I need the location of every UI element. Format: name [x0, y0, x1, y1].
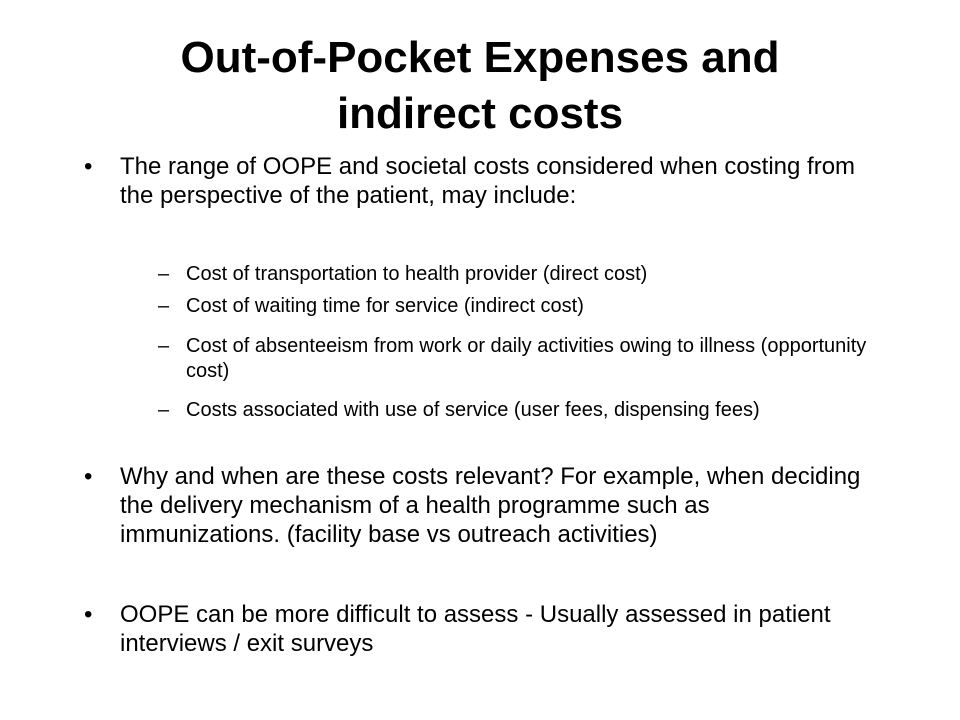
bullet-marker: •: [84, 463, 93, 490]
bullet-item-1: [84, 152, 874, 210]
bullet-item-2: [84, 462, 874, 549]
bullet-item-3: [84, 600, 874, 658]
sub-item-1: [158, 262, 874, 287]
sub-marker: –: [158, 263, 170, 285]
sub-item-text: Costs associated with use of service (user fees, dispensing fees): [186, 399, 760, 421]
sub-marker: –: [158, 335, 170, 357]
bullet-text: Why and when are these costs relevant? For example, when deciding the delivery mechanism of a health programme such as immunizations. (facility base vs outreach activities): [120, 463, 861, 548]
bullet-marker: •: [84, 601, 93, 628]
bullet-text: OOPE can be more difficult to assess - Usually assessed in patient interviews / exit surveys: [120, 601, 831, 657]
slide-title-line-1: Out-of-Pocket Expenses and: [180, 33, 780, 82]
sub-marker: –: [158, 399, 170, 421]
slide-title: [60, 30, 900, 142]
sub-marker: –: [158, 295, 170, 317]
sub-item-2: [158, 294, 874, 319]
sub-item-4: [158, 398, 874, 423]
bullet-marker: •: [84, 153, 93, 180]
sub-item-3: [158, 334, 874, 384]
sub-item-text: Cost of absenteeism from work or daily activities owing to illness (opportunity cost): [186, 335, 867, 382]
sub-item-text: Cost of waiting time for service (indirect cost): [186, 295, 584, 317]
slide-title-line-2: indirect costs: [336, 89, 624, 138]
sub-item-text: Cost of transportation to health provider (direct cost): [186, 263, 648, 285]
bullet-text: The range of OOPE and societal costs considered when costing from the perspective of the patient, may include:: [120, 153, 856, 209]
